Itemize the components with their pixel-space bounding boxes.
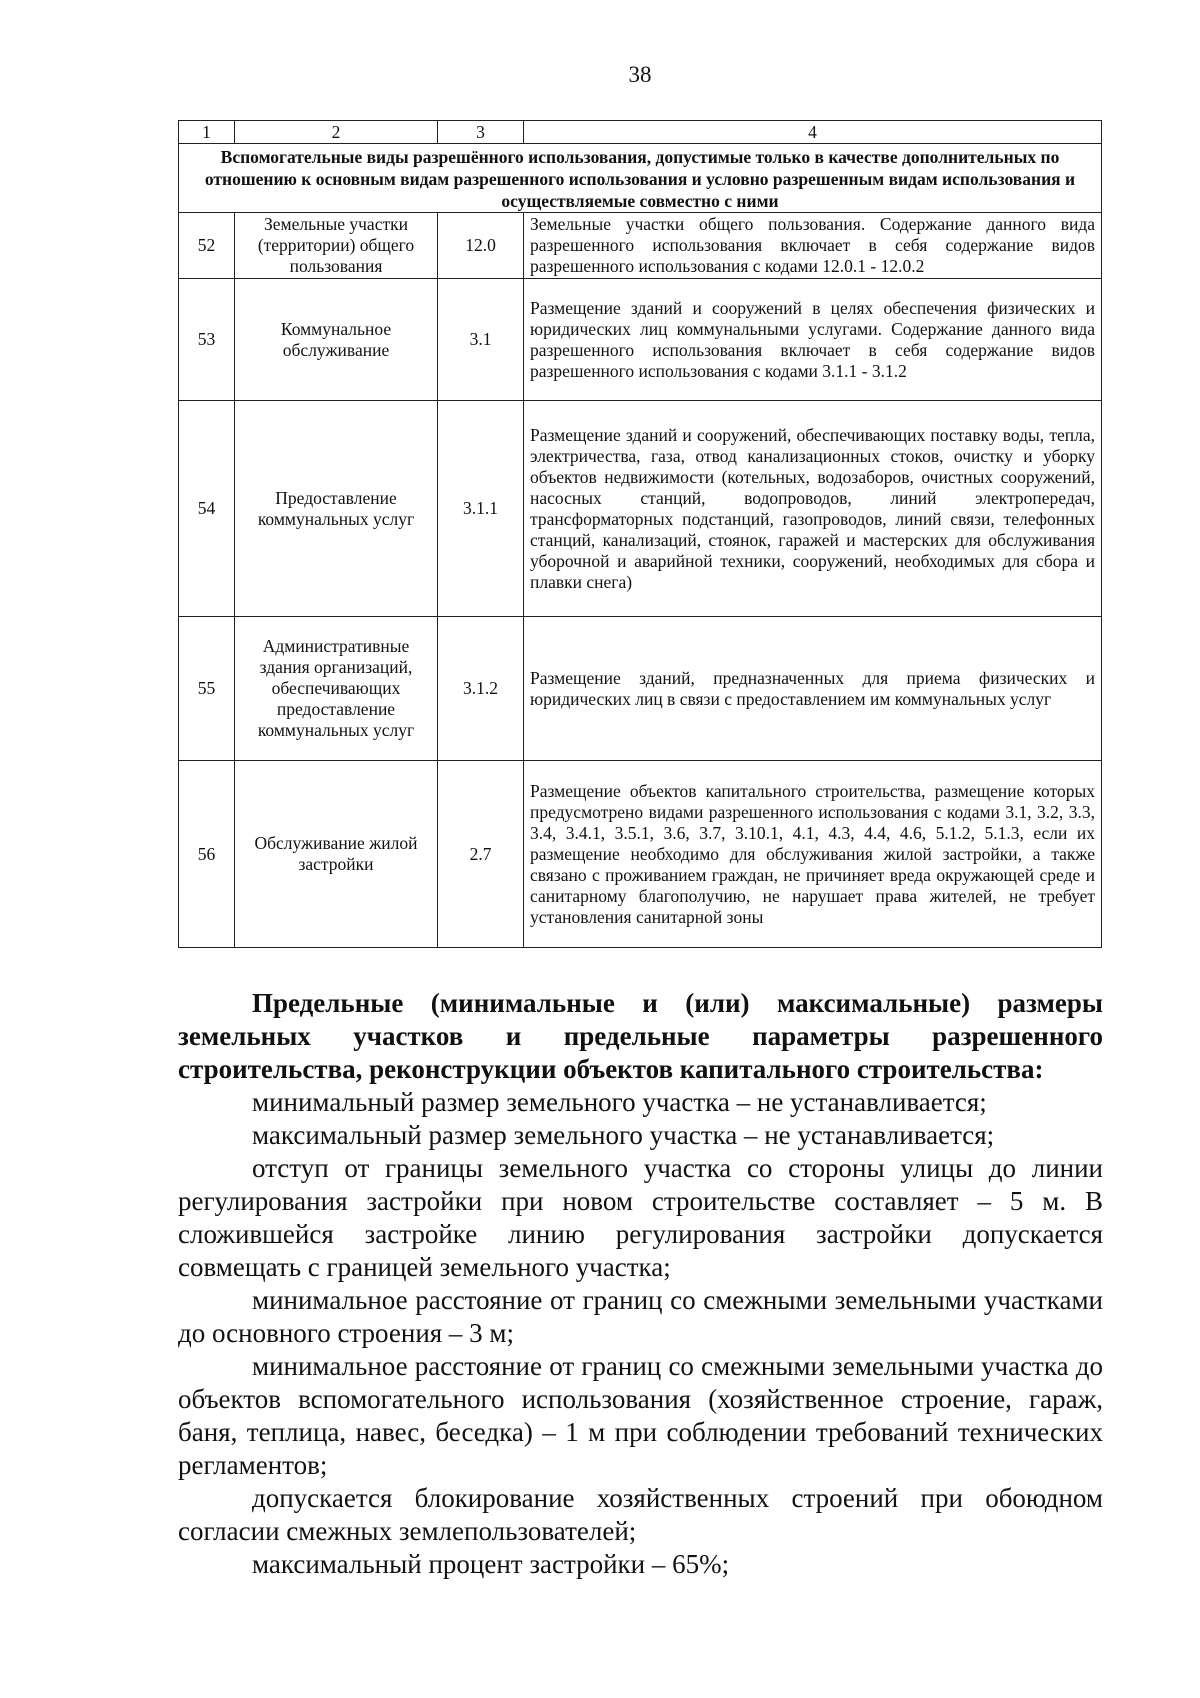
table-row: [179, 213, 1102, 279]
row-description: Размещение зданий, предназначенных для приема физических и юридических лиц в связи с предоставлением им коммунальных услуг: [524, 617, 1102, 761]
land-use-table: [178, 120, 1102, 948]
parameter-paragraph: минимальный размер земельного участка – не устанавливается;: [252, 1087, 987, 1117]
row-number: 54: [179, 401, 235, 617]
header-cell-3: 3: [438, 121, 524, 144]
row-description: Земельные участки общего пользования. Содержание данного вида разрешенного использования включает в себя содержание видов разрешенного использования с кодами 12.0.1 - 12.0.2: [524, 213, 1102, 279]
header-cell-4: 4: [524, 121, 1102, 144]
parameter-paragraph: максимальный процент застройки – 65%;: [252, 1549, 730, 1579]
table-row: [179, 401, 1102, 617]
header-cell-1: 1: [179, 121, 235, 144]
parameter-paragraph: отступ от границы земельного участка со стороны улицы до линии регулирования застройки при новом строительстве составляет – 5 м. В сложившейся застройке линию регулирования застройки допускается совмещать с границей земельного участка;: [178, 1153, 1103, 1282]
parameters-section: [178, 987, 1103, 1581]
table-row: [179, 279, 1102, 401]
parameter-paragraph: допускается блокирование хозяйственных строений при обоюдном согласии смежных землепользователей;: [178, 1483, 1103, 1546]
table-row: [179, 617, 1102, 761]
row-description: Размещение объектов капитального строительства, размещение которых предусмотрено видами разрешенного использования с кодами 3.1, 3.2, 3.3, 3.4, 3.4.1, 3.5.1, 3.6, 3.7, 3.10.1, 4.1, 4.3, 4.4, 4.6, 5.1.2, 5.1.3, если их размещение необходимо для обслуживания жилой застройки, а также связано с проживанием граждан, не причиняет вреда окружающей среде и санитарному благополучию, не нарушает права жителей, не требует установления санитарной зоны: [524, 761, 1102, 948]
row-number: 53: [179, 279, 235, 401]
section-title: Вспомогательные виды разрешённого использования, допустимые только в качестве дополнительных по отношению к основным видам разрешенного использования и условно разрешенным видам использования и осуществляемые совместно с ними: [179, 144, 1102, 213]
table-header-row: [179, 121, 1102, 144]
row-description: Размещение зданий и сооружений в целях обеспечения физических и юридических лиц коммунальными услугами. Содержание данного вида разрешенного использования включает в себя содержание видов разрешенного использования с кодами 3.1.1 - 3.1.2: [524, 279, 1102, 401]
row-use-code: 12.0: [438, 213, 524, 279]
row-use-name: Обслуживание жилой застройки: [235, 761, 438, 948]
row-number: 55: [179, 617, 235, 761]
table-section-row: [179, 144, 1102, 213]
parameter-paragraph: минимальное расстояние от границ со смежными земельными участка до объектов вспомогательного использования (хозяйственное строение, гараж, баня, теплица, навес, беседка) – 1 м при соблюдении требований технических регламентов;: [178, 1351, 1103, 1480]
row-number: 52: [179, 213, 235, 279]
table-row: [179, 761, 1102, 948]
row-use-name: Земельные участки (территории) общего пользования: [235, 213, 438, 279]
row-description: Размещение зданий и сооружений, обеспечивающих поставку воды, тепла, электричества, газа, отвод канализационных стоков, очистку и уборку объектов недвижимости (котельных, водозаборов, очистных сооружений, насосных станций, водопроводов, линий электропередач, трансформаторных подстанций, газопроводов, линий связи, телефонных станций, канализаций, стоянок, гаражей и мастерских для обслуживания уборочной и аварийной техники, сооружений, необходимых для сбора и плавки снега): [524, 401, 1102, 617]
parameter-paragraph: максимальный размер земельного участка – не устанавливается;: [252, 1120, 995, 1150]
header-cell-2: 2: [235, 121, 438, 144]
row-use-name: Коммунальное обслуживание: [235, 279, 438, 401]
page-number: 38: [628, 62, 652, 87]
row-use-name: Предоставление коммунальных услуг: [235, 401, 438, 617]
row-use-code: 3.1: [438, 279, 524, 401]
row-number: 56: [179, 761, 235, 948]
row-use-code: 3.1.2: [438, 617, 524, 761]
row-use-name: Административные здания организаций, обеспечивающих предоставление коммунальных услуг: [235, 617, 438, 761]
row-use-code: 3.1.1: [438, 401, 524, 617]
row-use-code: 2.7: [438, 761, 524, 948]
section-heading: Предельные (минимальные и (или) максимальные) размеры земельных участков и предельные параметры разрешенного строительства, реконструкции объектов капитального строительства:: [178, 988, 1103, 1084]
parameter-paragraph: минимальное расстояние от границ со смежными земельными участками до основного строения – 3 м;: [178, 1285, 1103, 1348]
